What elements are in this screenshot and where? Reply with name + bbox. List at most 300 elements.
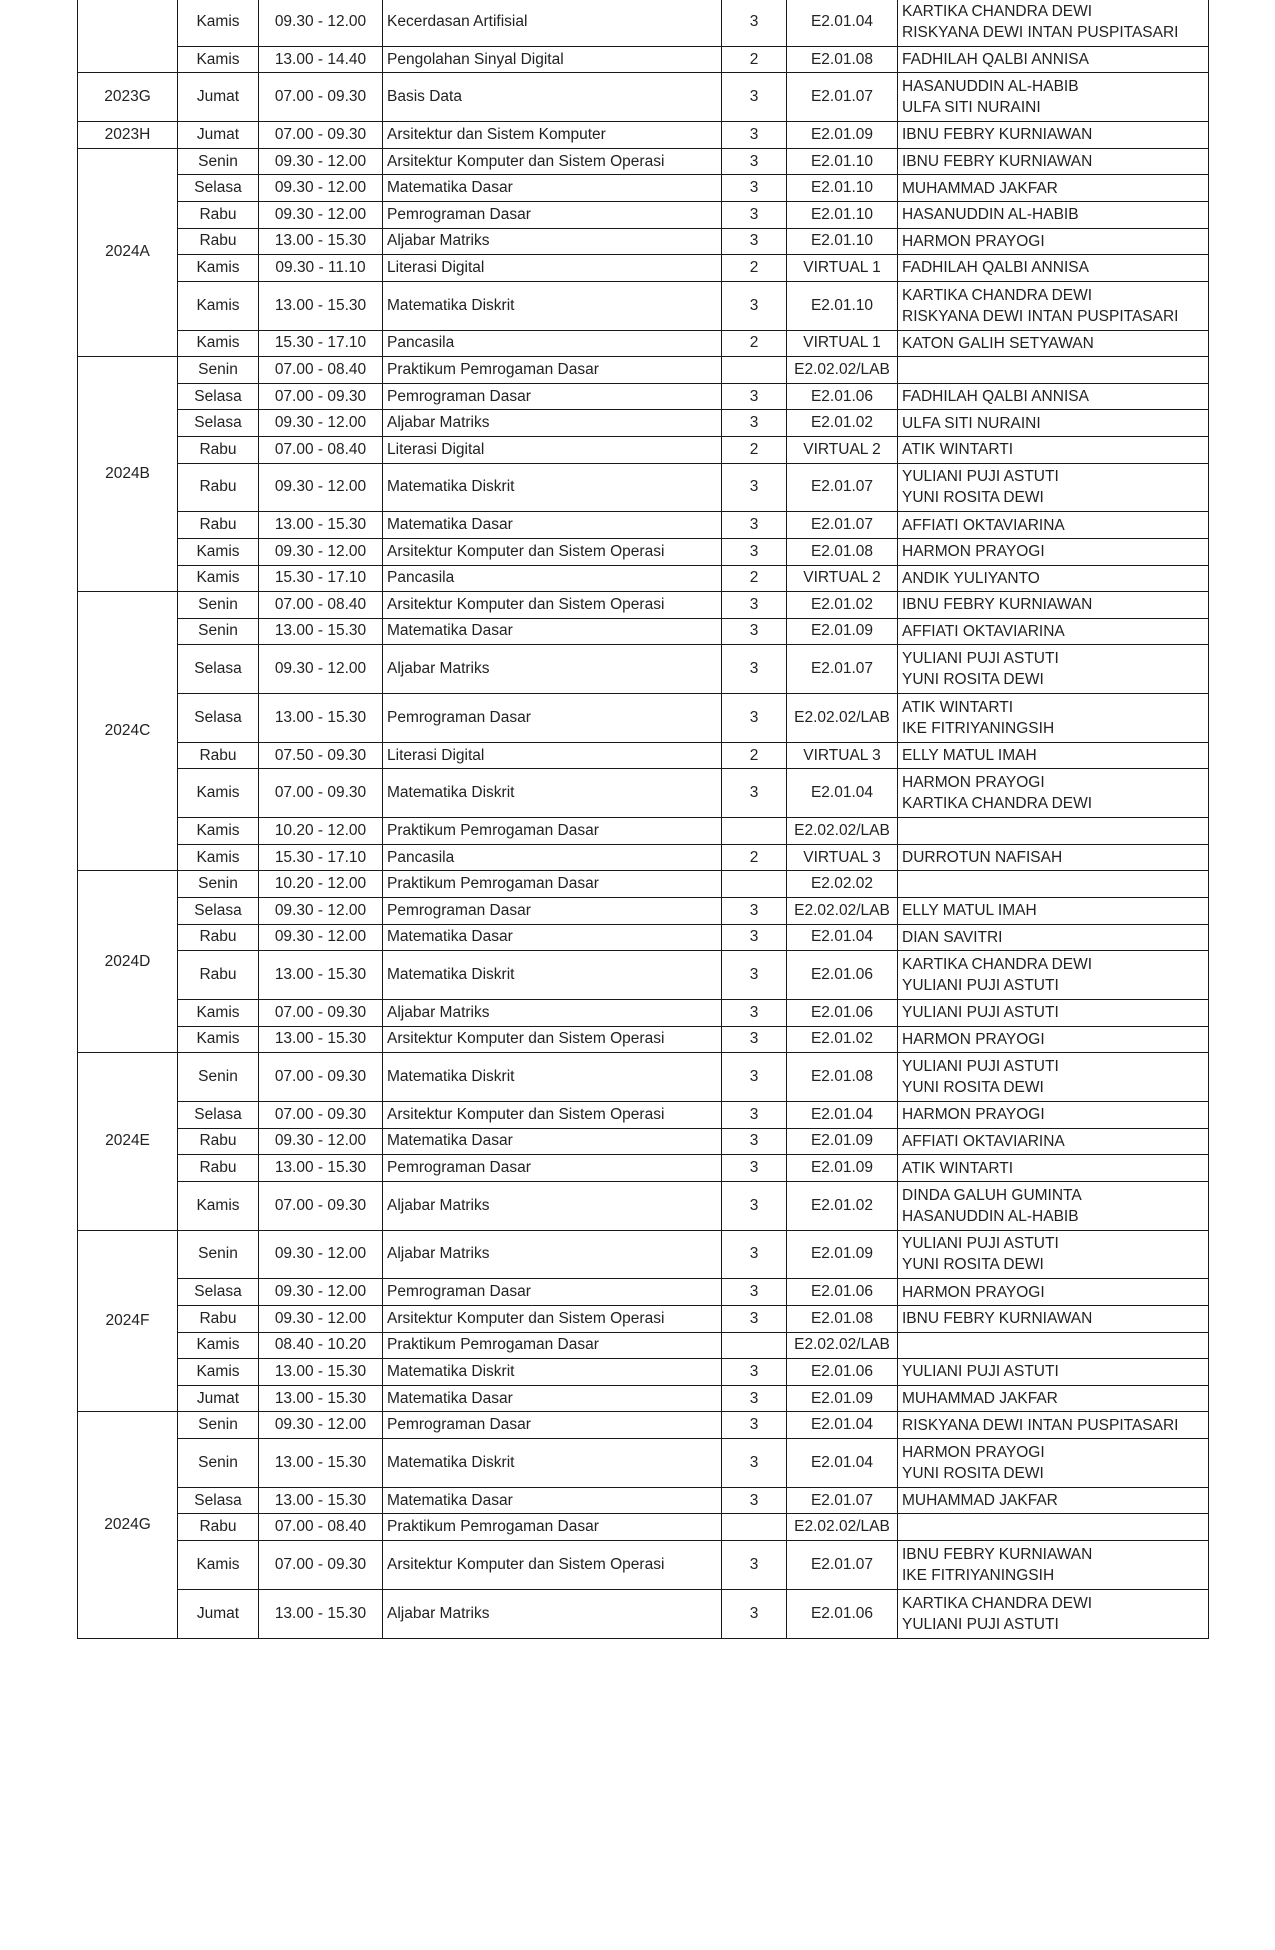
room-cell: E2.01.08 [787, 46, 898, 73]
lecturer-name: FADHILAH QALBI ANNISA [902, 51, 1089, 69]
lecturer-name: ELLY MATUL IMAH [902, 747, 1037, 765]
lecturer-cell [898, 1385, 1209, 1412]
time-cell: 13.00 - 15.30 [259, 951, 383, 1000]
lecturer-cell [898, 383, 1209, 410]
lecturer-name: YUNI ROSITA DEWI [902, 489, 1044, 507]
lecturer-name: FADHILAH QALBI ANNISA [902, 259, 1089, 277]
sks-cell: 3 [722, 1155, 787, 1182]
room-cell: VIRTUAL 2 [787, 565, 898, 592]
day-cell: Kamis [178, 0, 259, 46]
time-cell: 13.00 - 15.30 [259, 1155, 383, 1182]
table-row [78, 769, 1209, 818]
course-cell: Pancasila [383, 330, 722, 357]
course-cell: Aljabar Matriks [383, 1181, 722, 1230]
room-cell: E2.01.02 [787, 410, 898, 437]
time-cell: 10.20 - 12.00 [259, 818, 383, 845]
table-row [78, 436, 1209, 463]
lecturer-name: YUNI ROSITA DEWI [902, 1079, 1044, 1097]
lecturer-name: HARMON PRAYOGI [902, 232, 1045, 250]
day-cell: Selasa [178, 175, 259, 202]
lecturer-cell [898, 592, 1209, 619]
room-cell: E2.01.04 [787, 924, 898, 951]
class-cell: 2023H [78, 122, 178, 149]
day-cell: Senin [178, 871, 259, 898]
course-cell: Arsitektur Komputer dan Sistem Operasi [383, 1102, 722, 1129]
table-row [78, 592, 1209, 619]
sks-cell: 2 [722, 46, 787, 73]
lecturer-name: YUNI ROSITA DEWI [902, 1256, 1044, 1274]
table-row [78, 844, 1209, 871]
room-cell: E2.01.04 [787, 1438, 898, 1487]
course-cell: Matematika Diskrit [383, 951, 722, 1000]
course-cell: Arsitektur Komputer dan Sistem Operasi [383, 592, 722, 619]
day-cell: Senin [178, 1053, 259, 1102]
course-cell: Arsitektur Komputer dan Sistem Operasi [383, 1026, 722, 1053]
time-cell: 07.00 - 09.30 [259, 1102, 383, 1129]
lecturer-name: YULIANI PUJI ASTUTI [902, 1363, 1059, 1381]
lecturer-name: IBNU FEBRY KURNIAWAN [902, 1310, 1093, 1328]
time-cell: 07.00 - 09.30 [259, 1181, 383, 1230]
table-row [78, 1332, 1209, 1359]
day-cell: Kamis [178, 538, 259, 565]
lecturer-cell [898, 463, 1209, 512]
day-cell: Senin [178, 148, 259, 175]
lecturer-cell [898, 255, 1209, 282]
sks-cell: 3 [722, 924, 787, 951]
sks-cell: 3 [722, 463, 787, 512]
day-cell: Senin [178, 1438, 259, 1487]
sks-cell [722, 818, 787, 845]
day-cell: Rabu [178, 742, 259, 769]
lecturer-name: YULIANI PUJI ASTUTI [902, 1004, 1059, 1022]
lecturer-name: HARMON PRAYOGI [902, 1030, 1045, 1048]
table-row [78, 538, 1209, 565]
course-cell: Kecerdasan Artifisial [383, 0, 722, 46]
table-row [78, 1102, 1209, 1129]
table-row [78, 1412, 1209, 1439]
class-cell: 2024F [78, 1230, 178, 1412]
lecturer-name: KARTIKA CHANDRA DEWI [902, 286, 1093, 304]
course-cell: Literasi Digital [383, 436, 722, 463]
lecturer-cell [898, 565, 1209, 592]
class-cell: 2024B [78, 357, 178, 592]
sks-cell: 3 [722, 383, 787, 410]
time-cell: 09.30 - 12.00 [259, 201, 383, 228]
time-cell: 13.00 - 15.30 [259, 1589, 383, 1638]
time-cell: 07.00 - 08.40 [259, 436, 383, 463]
time-cell: 09.30 - 12.00 [259, 645, 383, 694]
time-cell: 07.00 - 09.30 [259, 383, 383, 410]
sks-cell: 3 [722, 1305, 787, 1332]
course-cell: Praktikum Pemrogaman Dasar [383, 1332, 722, 1359]
sks-cell: 3 [722, 0, 787, 46]
day-cell: Selasa [178, 645, 259, 694]
table-row [78, 463, 1209, 512]
room-cell: E2.01.09 [787, 1230, 898, 1279]
day-cell: Kamis [178, 769, 259, 818]
day-cell: Rabu [178, 463, 259, 512]
time-cell: 15.30 - 17.10 [259, 844, 383, 871]
lecturer-cell [898, 0, 1209, 46]
day-cell: Kamis [178, 1359, 259, 1386]
day-cell: Rabu [178, 228, 259, 255]
time-cell: 13.00 - 15.30 [259, 1487, 383, 1514]
sks-cell: 3 [722, 1000, 787, 1027]
sks-cell: 3 [722, 1412, 787, 1439]
sks-cell: 3 [722, 1487, 787, 1514]
course-cell: Pemrograman Dasar [383, 898, 722, 925]
room-cell: E2.01.02 [787, 592, 898, 619]
day-cell: Kamis [178, 330, 259, 357]
table-row [78, 201, 1209, 228]
room-cell: E2.01.07 [787, 1487, 898, 1514]
lecturer-name: KARTIKA CHANDRA DEWI [902, 1594, 1093, 1612]
day-cell: Rabu [178, 1128, 259, 1155]
sks-cell: 3 [722, 1438, 787, 1487]
lecturer-name: MUHAMMAD JAKFAR [902, 1390, 1058, 1408]
lecturer-cell [898, 228, 1209, 255]
lecturer-cell [898, 898, 1209, 925]
room-cell: E2.02.02/LAB [787, 898, 898, 925]
day-cell: Senin [178, 592, 259, 619]
time-cell: 07.00 - 09.30 [259, 769, 383, 818]
sks-cell: 3 [722, 618, 787, 645]
lecturer-cell [898, 1053, 1209, 1102]
course-cell: Praktikum Pemrogaman Dasar [383, 1514, 722, 1541]
table-row [78, 951, 1209, 1000]
lecturer-name: YUNI ROSITA DEWI [902, 1464, 1044, 1482]
day-cell: Jumat [178, 122, 259, 149]
day-cell: Rabu [178, 201, 259, 228]
lecturer-cell [898, 1279, 1209, 1306]
table-row [78, 898, 1209, 925]
table-row [78, 175, 1209, 202]
time-cell: 07.00 - 08.40 [259, 1514, 383, 1541]
lecturer-name: YULIANI PUJI ASTUTI [902, 1615, 1059, 1633]
lecturer-cell [898, 330, 1209, 357]
day-cell: Kamis [178, 1000, 259, 1027]
day-cell: Jumat [178, 73, 259, 122]
day-cell: Senin [178, 618, 259, 645]
course-cell: Literasi Digital [383, 255, 722, 282]
room-cell: E2.01.10 [787, 201, 898, 228]
day-cell: Kamis [178, 281, 259, 330]
day-cell: Senin [178, 1412, 259, 1439]
day-cell: Kamis [178, 1026, 259, 1053]
table-row [78, 1279, 1209, 1306]
course-cell: Pemrograman Dasar [383, 1155, 722, 1182]
table-row [78, 228, 1209, 255]
lecturer-name: IKE FITRIYANINGSIH [902, 719, 1055, 737]
sks-cell: 3 [722, 951, 787, 1000]
table-row [78, 1181, 1209, 1230]
table-row [78, 618, 1209, 645]
time-cell: 07.00 - 08.40 [259, 357, 383, 384]
lecturer-name: AFFIATI OKTAVIARINA [902, 622, 1065, 640]
class-cell: 2024D [78, 871, 178, 1053]
lecturer-name: AFFIATI OKTAVIARINA [902, 516, 1065, 534]
day-cell: Kamis [178, 46, 259, 73]
lecturer-cell [898, 122, 1209, 149]
course-cell: Matematika Diskrit [383, 463, 722, 512]
sks-cell [722, 1332, 787, 1359]
schedule-body [78, 0, 1209, 1638]
course-cell: Praktikum Pemrogaman Dasar [383, 818, 722, 845]
lecturer-cell [898, 1540, 1209, 1589]
sks-cell: 3 [722, 1385, 787, 1412]
lecturer-cell [898, 742, 1209, 769]
sks-cell: 2 [722, 844, 787, 871]
lecturer-name: HARMON PRAYOGI [902, 1443, 1045, 1461]
course-cell: Matematika Diskrit [383, 769, 722, 818]
lecturer-cell [898, 357, 1209, 384]
lecturer-cell [898, 1026, 1209, 1053]
lecturer-cell [898, 1487, 1209, 1514]
class-cell: 2024C [78, 592, 178, 871]
sks-cell: 2 [722, 565, 787, 592]
lecturer-cell [898, 410, 1209, 437]
lecturer-cell [898, 1230, 1209, 1279]
course-cell: Praktikum Pemrogaman Dasar [383, 357, 722, 384]
room-cell: E2.01.06 [787, 383, 898, 410]
lecturer-cell [898, 1181, 1209, 1230]
lecturer-cell [898, 951, 1209, 1000]
table-row [78, 1155, 1209, 1182]
room-cell: E2.01.04 [787, 1102, 898, 1129]
lecturer-name: HARMON PRAYOGI [902, 1283, 1045, 1301]
room-cell: E2.01.02 [787, 1026, 898, 1053]
lecturer-cell [898, 645, 1209, 694]
lecturer-name: ULFA SITI NURAINI [902, 414, 1041, 432]
course-cell: Matematika Diskrit [383, 1438, 722, 1487]
lecturer-cell [898, 73, 1209, 122]
table-row [78, 0, 1209, 46]
sks-cell: 2 [722, 742, 787, 769]
time-cell: 09.30 - 12.00 [259, 924, 383, 951]
time-cell: 09.30 - 12.00 [259, 1128, 383, 1155]
day-cell: Rabu [178, 512, 259, 539]
sks-cell [722, 1514, 787, 1541]
day-cell: Kamis [178, 1540, 259, 1589]
table-row [78, 1540, 1209, 1589]
lecturer-name: DURROTUN NAFISAH [902, 849, 1063, 867]
time-cell: 07.00 - 09.30 [259, 73, 383, 122]
lecturer-cell [898, 1412, 1209, 1439]
sks-cell: 3 [722, 1128, 787, 1155]
table-row [78, 645, 1209, 694]
lecturer-cell [898, 1589, 1209, 1638]
lecturer-cell [898, 46, 1209, 73]
day-cell: Kamis [178, 818, 259, 845]
lecturer-name: HARMON PRAYOGI [902, 774, 1045, 792]
lecturer-name: RISKYANA DEWI INTAN PUSPITASARI [902, 1416, 1179, 1434]
time-cell: 09.30 - 12.00 [259, 538, 383, 565]
room-cell: E2.01.07 [787, 73, 898, 122]
room-cell: E2.02.02/LAB [787, 818, 898, 845]
time-cell: 09.30 - 12.00 [259, 1279, 383, 1306]
course-cell: Matematika Dasar [383, 512, 722, 539]
room-cell: E2.01.10 [787, 175, 898, 202]
time-cell: 13.00 - 15.30 [259, 512, 383, 539]
lecturer-cell [898, 538, 1209, 565]
time-cell: 13.00 - 15.30 [259, 228, 383, 255]
lecturer-name: YULIANI PUJI ASTUTI [902, 1058, 1059, 1076]
day-cell: Selasa [178, 410, 259, 437]
table-row [78, 1000, 1209, 1027]
time-cell: 13.00 - 15.30 [259, 694, 383, 743]
table-row [78, 255, 1209, 282]
table-row [78, 1305, 1209, 1332]
schedule-table [77, 0, 1209, 1639]
lecturer-name: KARTIKA CHANDRA DEWI [902, 2, 1093, 20]
table-row [78, 1128, 1209, 1155]
class-cell: 2024G [78, 1412, 178, 1638]
lecturer-name: MUHAMMAD JAKFAR [902, 179, 1058, 197]
room-cell: E2.01.10 [787, 281, 898, 330]
day-cell: Selasa [178, 1102, 259, 1129]
lecturer-name: IKE FITRIYANINGSIH [902, 1566, 1055, 1584]
time-cell: 13.00 - 15.30 [259, 1359, 383, 1386]
course-cell: Aljabar Matriks [383, 1589, 722, 1638]
room-cell: E2.02.02/LAB [787, 1332, 898, 1359]
room-cell: E2.01.08 [787, 1053, 898, 1102]
sks-cell: 3 [722, 645, 787, 694]
lecturer-name: IBNU FEBRY KURNIAWAN [902, 1545, 1093, 1563]
sks-cell: 3 [722, 769, 787, 818]
table-row [78, 357, 1209, 384]
table-row [78, 1053, 1209, 1102]
course-cell: Matematika Dasar [383, 1487, 722, 1514]
sks-cell: 3 [722, 1181, 787, 1230]
table-row [78, 565, 1209, 592]
room-cell: E2.01.10 [787, 228, 898, 255]
course-cell: Pemrograman Dasar [383, 1412, 722, 1439]
table-row [78, 1385, 1209, 1412]
sks-cell: 3 [722, 175, 787, 202]
lecturer-name: DINDA GALUH GUMINTA [902, 1186, 1082, 1204]
course-cell: Pengolahan Sinyal Digital [383, 46, 722, 73]
room-cell: VIRTUAL 3 [787, 844, 898, 871]
time-cell: 09.30 - 12.00 [259, 175, 383, 202]
room-cell: E2.01.09 [787, 1128, 898, 1155]
course-cell: Arsitektur Komputer dan Sistem Operasi [383, 1540, 722, 1589]
time-cell: 09.30 - 12.00 [259, 1230, 383, 1279]
room-cell: E2.01.06 [787, 1000, 898, 1027]
room-cell: E2.02.02/LAB [787, 694, 898, 743]
table-row [78, 924, 1209, 951]
lecturer-cell [898, 281, 1209, 330]
course-cell: Arsitektur dan Sistem Komputer [383, 122, 722, 149]
room-cell: E2.01.10 [787, 148, 898, 175]
room-cell: E2.02.02 [787, 871, 898, 898]
lecturer-name: KARTIKA CHANDRA DEWI [902, 956, 1093, 974]
room-cell: E2.01.02 [787, 1181, 898, 1230]
room-cell: VIRTUAL 1 [787, 255, 898, 282]
time-cell: 15.30 - 17.10 [259, 565, 383, 592]
room-cell: E2.01.06 [787, 951, 898, 1000]
table-row [78, 281, 1209, 330]
day-cell: Rabu [178, 951, 259, 1000]
table-row [78, 1487, 1209, 1514]
lecturer-name: IBNU FEBRY KURNIAWAN [902, 153, 1093, 171]
lecturer-name: YULIANI PUJI ASTUTI [902, 1235, 1059, 1253]
lecturer-name: ATIK WINTARTI [902, 698, 1014, 716]
lecturer-cell [898, 1305, 1209, 1332]
day-cell: Rabu [178, 1155, 259, 1182]
course-cell: Matematika Dasar [383, 1128, 722, 1155]
class-cell: 2024A [78, 148, 178, 356]
course-cell: Praktikum Pemrogaman Dasar [383, 871, 722, 898]
room-cell: E2.01.09 [787, 1385, 898, 1412]
time-cell: 09.30 - 12.00 [259, 898, 383, 925]
lecturer-name: HASANUDDIN AL-HABIB [902, 78, 1079, 96]
lecturer-name: ATIK WINTARTI [902, 1159, 1014, 1177]
day-cell: Selasa [178, 1487, 259, 1514]
table-row [78, 742, 1209, 769]
room-cell: E2.01.09 [787, 122, 898, 149]
lecturer-cell [898, 148, 1209, 175]
time-cell: 07.00 - 09.30 [259, 1540, 383, 1589]
table-row [78, 410, 1209, 437]
time-cell: 13.00 - 15.30 [259, 1385, 383, 1412]
day-cell: Kamis [178, 255, 259, 282]
course-cell: Pancasila [383, 844, 722, 871]
day-cell: Kamis [178, 565, 259, 592]
course-cell: Arsitektur Komputer dan Sistem Operasi [383, 538, 722, 565]
table-row [78, 383, 1209, 410]
sks-cell: 2 [722, 330, 787, 357]
day-cell: Selasa [178, 898, 259, 925]
time-cell: 09.30 - 12.00 [259, 410, 383, 437]
sks-cell: 3 [722, 122, 787, 149]
lecturer-name: HASANUDDIN AL-HABIB [902, 1207, 1079, 1225]
course-cell: Arsitektur Komputer dan Sistem Operasi [383, 1305, 722, 1332]
course-cell: Pemrograman Dasar [383, 383, 722, 410]
lecturer-cell [898, 871, 1209, 898]
sks-cell: 3 [722, 281, 787, 330]
sks-cell: 3 [722, 1359, 787, 1386]
lecturer-name: IBNU FEBRY KURNIAWAN [902, 596, 1093, 614]
table-row [78, 512, 1209, 539]
course-cell: Aljabar Matriks [383, 410, 722, 437]
course-cell: Matematika Dasar [383, 1385, 722, 1412]
time-cell: 07.00 - 09.30 [259, 1053, 383, 1102]
lecturer-cell [898, 694, 1209, 743]
lecturer-cell [898, 769, 1209, 818]
course-cell: Matematika Dasar [383, 924, 722, 951]
lecturer-cell [898, 618, 1209, 645]
lecturer-name: IBNU FEBRY KURNIAWAN [902, 126, 1093, 144]
sks-cell: 3 [722, 512, 787, 539]
lecturer-name: RISKYANA DEWI INTAN PUSPITASARI [902, 307, 1179, 325]
lecturer-cell [898, 844, 1209, 871]
lecturer-cell [898, 1102, 1209, 1129]
time-cell: 07.00 - 09.30 [259, 122, 383, 149]
room-cell: E2.01.07 [787, 512, 898, 539]
day-cell: Kamis [178, 844, 259, 871]
course-cell: Matematika Dasar [383, 618, 722, 645]
lecturer-name: KATON GALIH SETYAWAN [902, 334, 1094, 352]
sks-cell: 3 [722, 694, 787, 743]
lecturer-cell [898, 1332, 1209, 1359]
table-row [78, 818, 1209, 845]
time-cell: 13.00 - 15.30 [259, 1438, 383, 1487]
time-cell: 09.30 - 11.10 [259, 255, 383, 282]
lecturer-name: MUHAMMAD JAKFAR [902, 1492, 1058, 1510]
room-cell: E2.02.02/LAB [787, 1514, 898, 1541]
lecturer-name: YULIANI PUJI ASTUTI [902, 977, 1059, 995]
room-cell: E2.01.04 [787, 0, 898, 46]
